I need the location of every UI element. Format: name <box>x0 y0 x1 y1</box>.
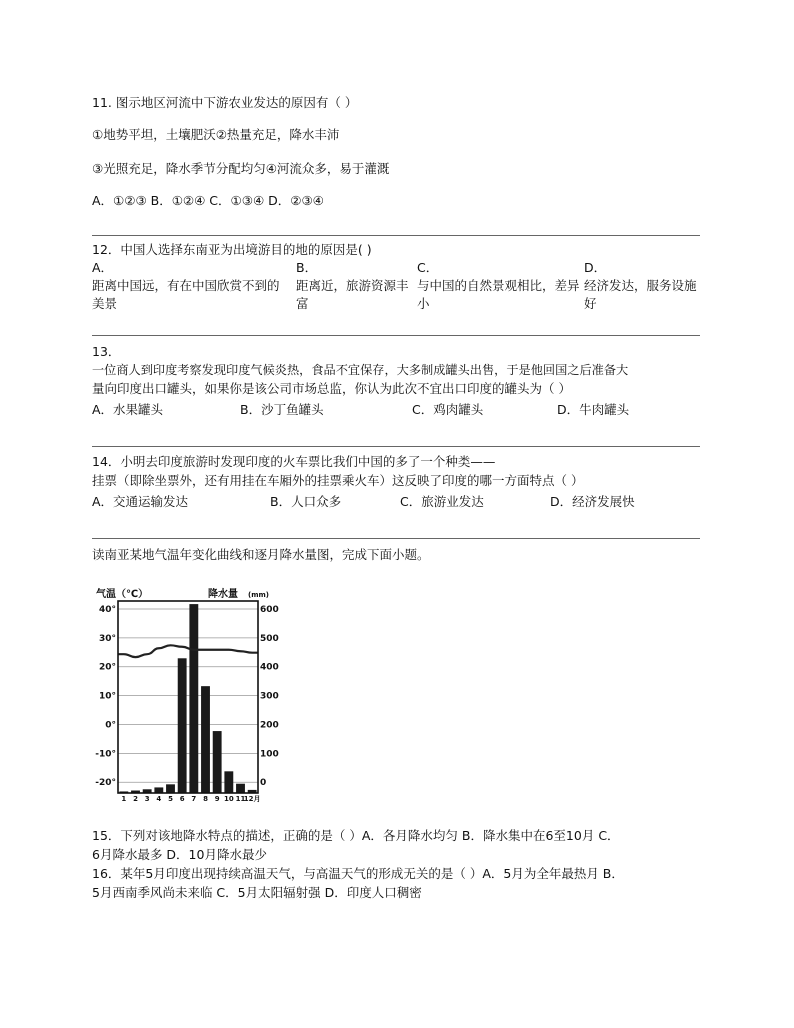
divider <box>92 446 700 447</box>
q12-stem: 12．中国人选择东南亚为出境游目的地的原因是( ) <box>92 242 372 257</box>
q13-option-a: A．水果罐头 <box>92 402 164 417</box>
temperature-tick-label: -10° <box>95 749 116 760</box>
q12-option-text: 距离近，旅游资源丰富 <box>296 278 409 311</box>
chart-intro: 读南亚某地气温年变化曲线和逐月降水量图，完成下面小题。 <box>92 547 430 562</box>
divider <box>92 538 700 539</box>
q12-option-d <box>584 259 698 313</box>
q11-statement-2: ③光照充足，降水季节分配均匀④河流众多，易于灌溉 <box>92 161 390 176</box>
month-tick-label: 8 <box>203 795 208 803</box>
q14-stem-line-2: 挂票（即除坐票外，还有用挂在车厢外的挂票乘火车）这反映了印度的哪一方面特点（ ） <box>92 473 584 488</box>
month-tick-label: 11 <box>235 795 246 803</box>
month-tick-label: 10 <box>223 795 234 803</box>
precipitation-tick-label: 600 <box>260 605 279 615</box>
month-tick-label: 5 <box>168 795 173 803</box>
q12-option-text: 距离中国远，有在中国欣赏不到的美景 <box>92 278 280 311</box>
divider <box>92 335 700 336</box>
q12-option-a <box>92 259 288 313</box>
q15-line-2: 6月降水最多 D．10月降水最少 <box>92 847 267 862</box>
temperature-tick-label: 30° <box>98 633 116 644</box>
precipitation-bar <box>178 658 187 793</box>
q14-option-b: B．人口众多 <box>270 494 342 509</box>
q11-stem: 11. 图示地区河流中下游农业发达的原因有（ ） <box>92 95 358 110</box>
precipitation-bar <box>236 784 245 793</box>
q16-line-2: 5月西南季风尚未来临 C．5月太阳辐射强 D．印度人口稠密 <box>92 885 422 900</box>
q11-statement-1: ①地势平坦，土壤肥沃②热量充足，降水丰沛 <box>92 127 340 142</box>
precipitation-tick-label: 300 <box>260 691 279 702</box>
q12-option-letter: D． <box>584 260 607 275</box>
q12-option-text: 与中国的自然景观相比，差异小 <box>417 278 580 311</box>
temperature-tick-label: 10° <box>98 691 116 702</box>
temperature-tick-label: 20° <box>98 662 116 673</box>
q14-stem-line-1: 14．小明去印度旅游时发现印度的火车票比我们中国的多了一个种类—— <box>92 454 496 469</box>
precipitation-bar <box>189 604 198 793</box>
q13-option-c: C．鸡肉罐头 <box>412 402 484 417</box>
month-tick-label: 1 <box>121 795 127 803</box>
q13-stem-line-1: 一位商人到印度考察发现印度气候炎热，食品不宜保存，大多制成罐头出售，于是他回国之后准备大 <box>92 363 629 377</box>
q13-number: 13． <box>92 344 121 359</box>
month-tick-label: 6 <box>179 795 185 803</box>
q14-option-d: D．经济发展快 <box>550 494 635 509</box>
precipitation-tick-label: 200 <box>260 720 279 731</box>
q15-line-1: 15．下列对该地降水特点的描述，正确的是（ ）A．各月降水均匀 B．降水集中在6至10月 C． <box>92 828 620 843</box>
precipitation-bar <box>166 784 175 793</box>
precipitation-tick-label: 500 <box>260 633 279 644</box>
temperature-tick-label: -20° <box>95 778 116 789</box>
month-tick-label: 3 <box>144 795 150 803</box>
q12-option-letter: A． <box>92 260 114 275</box>
q12-option-letter: B． <box>296 260 318 275</box>
precipitation-bar <box>201 686 210 793</box>
q14-option-c: C．旅游业发达 <box>400 494 484 509</box>
month-tick-label: 4 <box>156 795 162 803</box>
precipitation-axis-unit: (mm) <box>248 591 269 599</box>
q13-option-d: D．牛肉罐头 <box>557 402 630 417</box>
q14-option-a: A．交通运输发达 <box>92 494 189 509</box>
q11-options: A．①②③ B．①②④ C．①③④ D．②③④ <box>92 193 324 208</box>
month-tick-label: 12月 <box>243 795 261 803</box>
q12-option-c <box>417 259 581 313</box>
divider <box>92 235 700 236</box>
precipitation-bar <box>154 787 163 793</box>
precipitation-axis-label: 降水量 <box>208 589 238 600</box>
q12-option-b <box>296 259 411 313</box>
temperature-axis-label: 气温（℃） <box>96 589 149 600</box>
month-tick-label: 9 <box>214 795 220 803</box>
precipitation-tick-label: 100 <box>260 749 279 760</box>
precipitation-bar <box>213 731 222 793</box>
q12-option-letter: C． <box>417 260 439 275</box>
q13-stem-line-2: 量向印度出口罐头，如果你是该公司市场总监，你认为此次不宜出口印度的罐头为（ ） <box>92 381 571 396</box>
temperature-tick-label: 40° <box>98 605 116 615</box>
temperature-tick-label: 0° <box>105 720 116 731</box>
month-tick-label: 2 <box>133 795 138 803</box>
precipitation-bar <box>224 771 233 793</box>
q13-option-b: B．沙丁鱼罐头 <box>240 402 324 417</box>
precipitation-tick-label: 400 <box>260 662 279 673</box>
q16-line-1: 16．某年5月印度出现持续高温天气，与高温天气的形成无关的是（ ）A．5月为全年最热月 B． <box>92 866 624 881</box>
q12-option-text: 经济发达，服务设施好 <box>584 278 697 311</box>
precipitation-tick-label: 0 <box>260 778 267 789</box>
climate-chart <box>94 577 279 805</box>
month-tick-label: 7 <box>191 795 197 803</box>
